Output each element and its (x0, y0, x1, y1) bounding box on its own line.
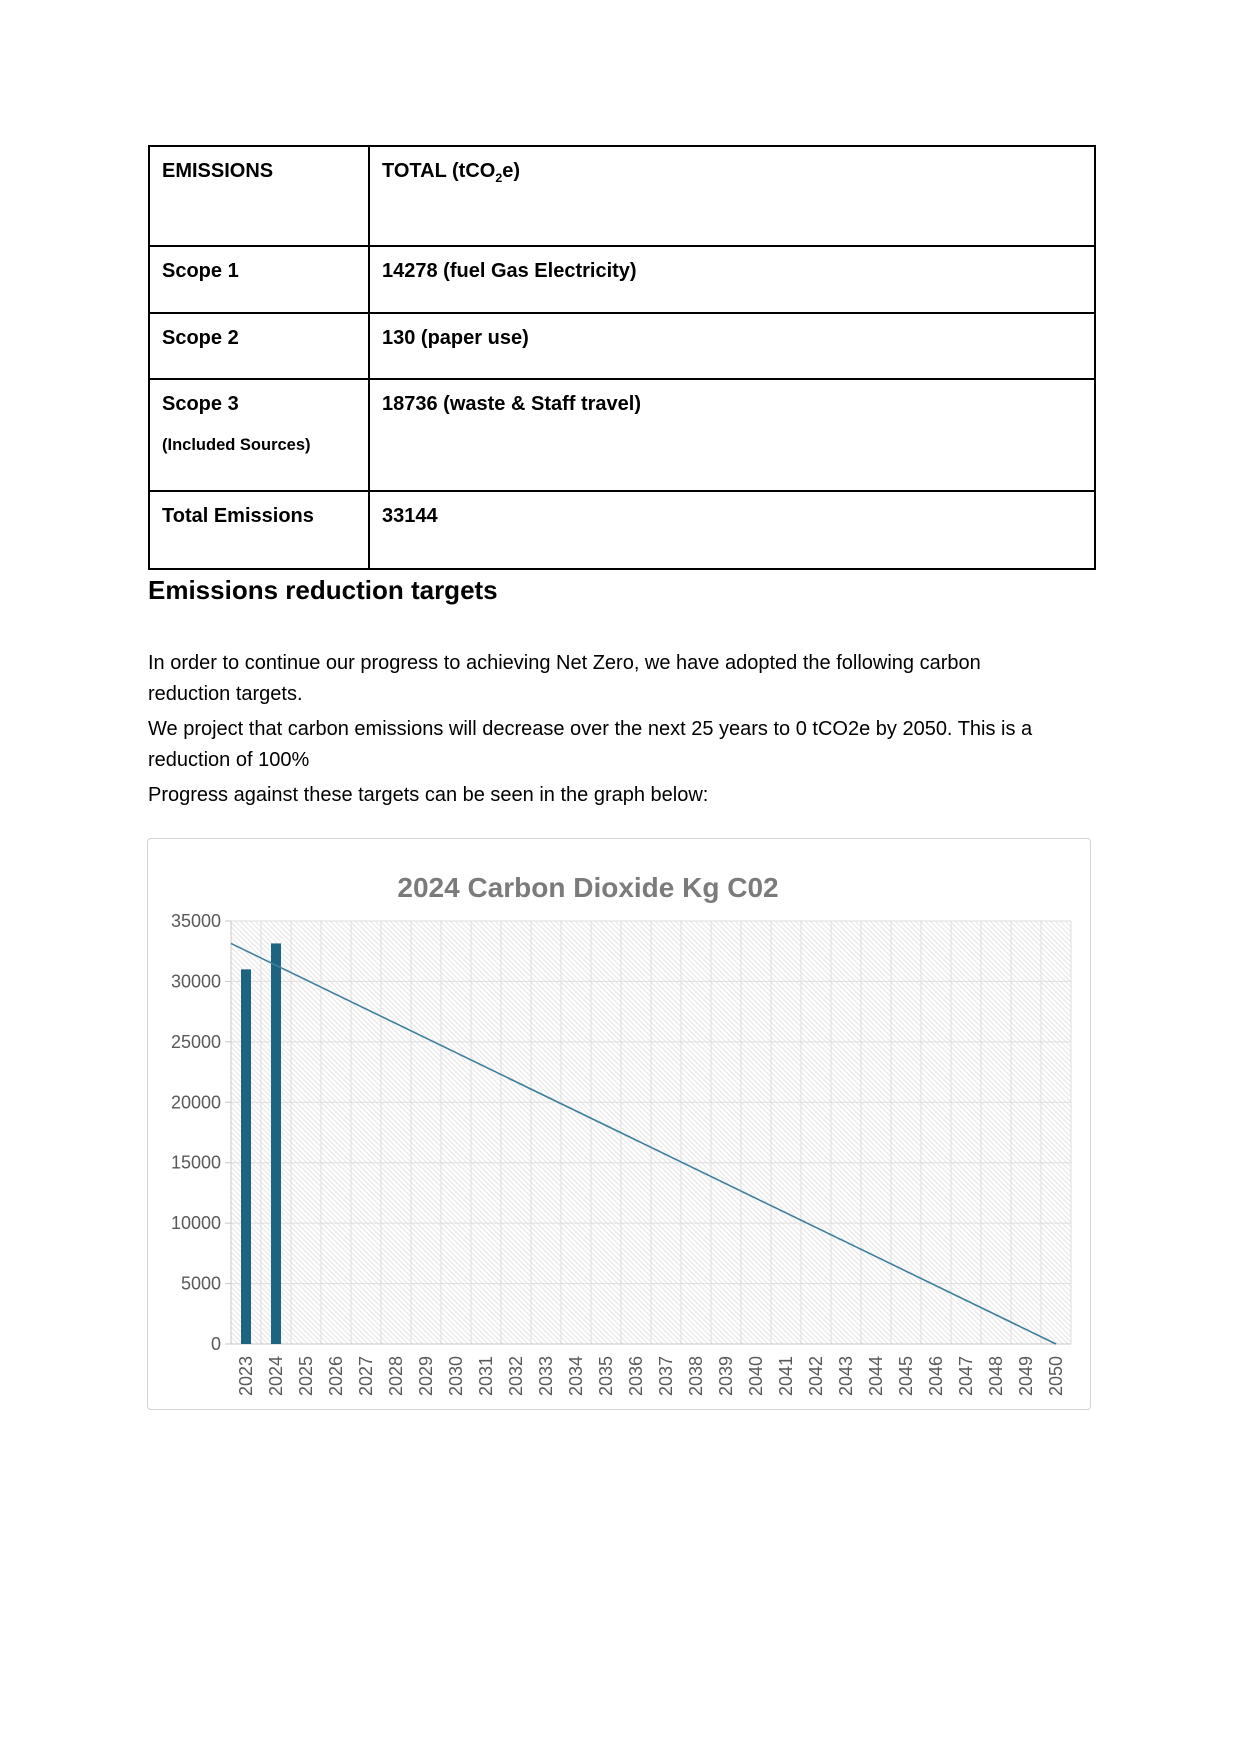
x-axis-label-group (986, 1356, 1006, 1396)
x-axis-label-group (956, 1356, 976, 1396)
table-row-header (149, 146, 1095, 246)
x-axis-label-group (626, 1356, 646, 1396)
bar-2024 (271, 943, 281, 1344)
chart-title: 2024 Carbon Dioxide Kg C02 (397, 872, 779, 903)
x-axis-label: 2038 (686, 1356, 706, 1397)
x-axis-label: 2031 (476, 1356, 496, 1397)
x-axis-label: 2048 (986, 1356, 1006, 1397)
x-axis-label: 2028 (386, 1356, 406, 1397)
table-row-scope2 (149, 313, 1095, 379)
scope1-value: 14278 (fuel Gas Electricity) (369, 246, 1095, 313)
table-header-total: TOTAL (tCO$_2$e) (369, 146, 1095, 246)
x-axis-label: 2040 (746, 1356, 766, 1397)
x-axis-label-group (296, 1356, 316, 1396)
x-axis-label: 2027 (356, 1356, 376, 1397)
y-axis-label: 10000 (170, 1213, 221, 1234)
y-axis-label: 35000 (170, 911, 221, 931)
x-axis-label: 2026 (326, 1356, 346, 1397)
scope3-label: Scope 3 (Included Sources) (149, 379, 369, 491)
x-axis-label-group (926, 1356, 946, 1396)
emissions-chart-card (147, 838, 1091, 1410)
x-axis-label-group (716, 1356, 736, 1396)
x-axis-label-group (356, 1356, 376, 1396)
x-axis-label: 2036 (626, 1356, 646, 1397)
y-axis-label: 30000 (170, 971, 221, 992)
x-axis-label-group (836, 1356, 856, 1396)
x-axis-label: 2030 (446, 1356, 466, 1397)
x-axis-label-group (746, 1356, 766, 1396)
y-axis-label: 15000 (170, 1152, 221, 1173)
x-axis-label: 2046 (926, 1356, 946, 1397)
x-axis-label: 2039 (716, 1356, 736, 1397)
x-axis-label: 2044 (866, 1356, 886, 1397)
x-axis-label-group (266, 1356, 286, 1396)
y-axis-label: 20000 (170, 1092, 221, 1113)
co2-subscript: 2 (495, 171, 503, 185)
x-axis-label-group (506, 1356, 526, 1396)
scope1-label: Scope 1 (149, 246, 369, 313)
x-axis-label-group (386, 1356, 406, 1396)
x-axis-label-group (416, 1356, 436, 1396)
y-axis-label: 0 (210, 1334, 221, 1354)
x-axis-label-group (236, 1356, 256, 1396)
emissions-table (148, 145, 1096, 570)
x-axis-label: 2047 (956, 1356, 976, 1397)
x-axis-label-group (566, 1356, 586, 1396)
x-axis-label: 2037 (656, 1356, 676, 1397)
x-axis-label: 2033 (536, 1356, 556, 1397)
section-heading: Emissions reduction targets (148, 575, 498, 605)
x-axis-label: 2041 (776, 1356, 796, 1397)
x-axis-label-group (1016, 1356, 1036, 1396)
scope2-label: Scope 2 (149, 313, 369, 379)
x-axis-label-group (896, 1356, 916, 1396)
x-axis-label-group (806, 1356, 826, 1396)
x-axis-label-group (686, 1356, 706, 1396)
x-axis-label: 2034 (566, 1356, 586, 1397)
total-emissions-label: Total Emissions (149, 491, 369, 569)
x-axis-label: 2050 (1046, 1356, 1066, 1397)
emissions-chart (148, 839, 1090, 1409)
x-axis-label: 2035 (596, 1356, 616, 1397)
x-axis-label-group (446, 1356, 466, 1396)
x-axis-label-group (596, 1356, 616, 1396)
x-axis-label-group (536, 1356, 556, 1396)
scope3-value: 18736 (waste & Staff travel) (369, 379, 1095, 491)
table-header-emissions: EMISSIONS (149, 146, 369, 246)
x-axis-label-group (476, 1356, 496, 1396)
x-axis-label: 2025 (296, 1356, 316, 1397)
x-axis-label-group (866, 1356, 886, 1396)
bar-2023 (241, 969, 251, 1344)
x-axis-label: 2029 (416, 1356, 436, 1397)
x-axis-label: 2049 (1016, 1356, 1036, 1397)
table-row-scope3 (149, 379, 1095, 491)
x-axis-label-group (1046, 1356, 1066, 1396)
x-axis-label: 2023 (236, 1356, 256, 1397)
x-axis-label: 2045 (896, 1356, 916, 1397)
x-axis-label: 2042 (806, 1356, 826, 1397)
paragraph-targets-intro: In order to continue our progress to achieving Net Zero, we have adopted the following carbon reduction targets. (148, 652, 981, 705)
x-axis-label: 2043 (836, 1356, 856, 1397)
table-row-scope1 (149, 246, 1095, 313)
x-axis-label: 2032 (506, 1356, 526, 1397)
y-axis-label: 5000 (180, 1273, 221, 1294)
table-row-total (149, 491, 1095, 569)
scope3-sublabel: (Included Sources) (162, 436, 311, 454)
x-axis-label-group (656, 1356, 676, 1396)
x-axis-label-group (776, 1356, 796, 1396)
paragraph-projection: We project that carbon emissions will decrease over the next 25 years to 0 tCO2e by 2050. This is a reduction of 100% (148, 718, 1033, 771)
y-axis-label: 25000 (170, 1031, 221, 1052)
paragraph-graph-note: Progress against these targets can be seen in the graph below: (148, 784, 709, 806)
scope2-value: 130 (paper use) (369, 313, 1095, 379)
total-emissions-value: 33144 (369, 491, 1095, 569)
x-axis-label: 2024 (266, 1356, 286, 1397)
x-axis-label-group (326, 1356, 346, 1396)
